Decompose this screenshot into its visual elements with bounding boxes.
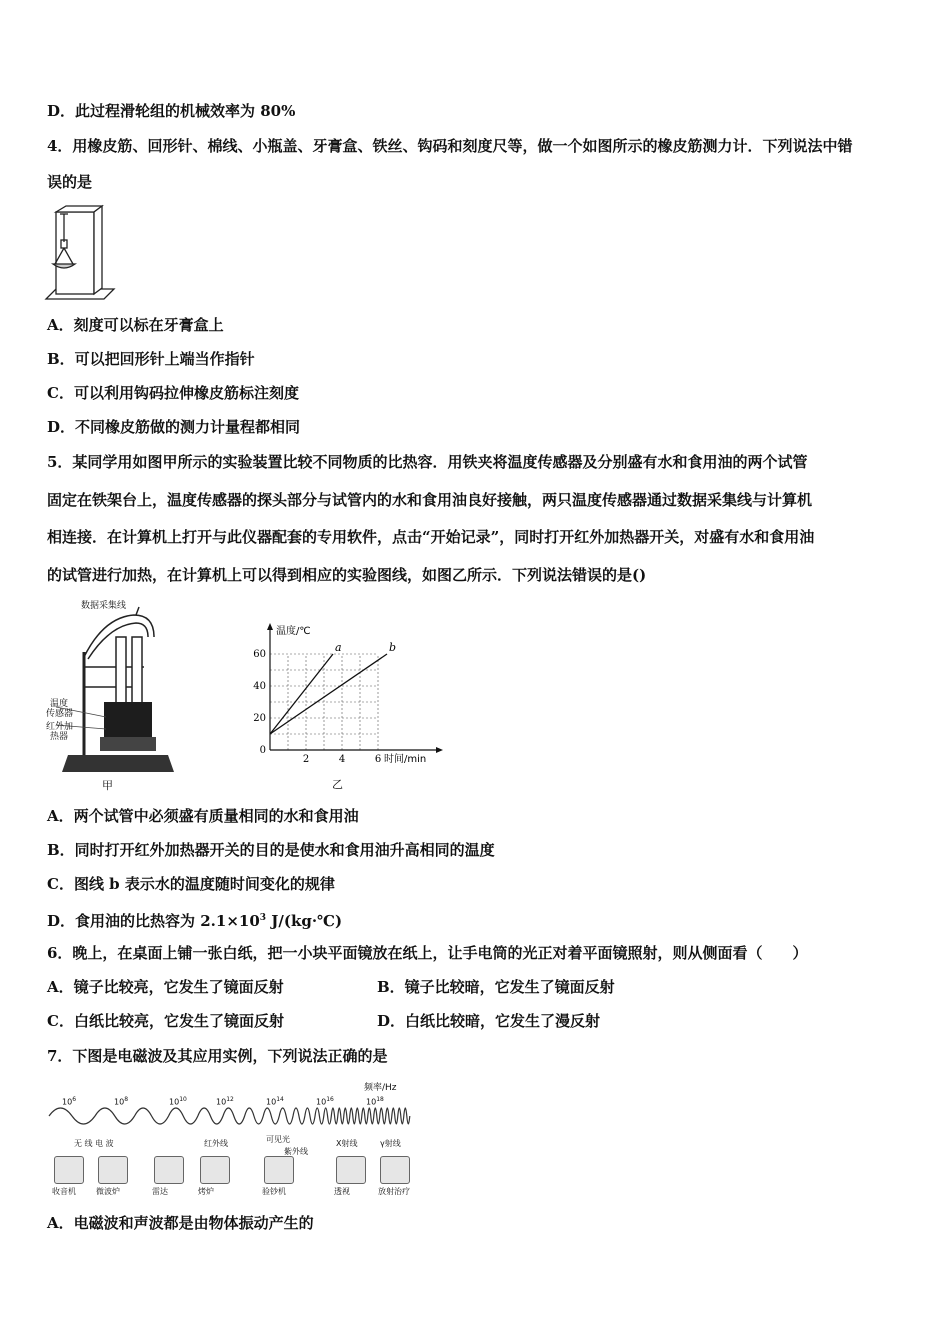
y-tick-label: 60 — [253, 649, 266, 660]
device-icon — [200, 1156, 230, 1184]
q6-option-c: C．白纸比较亮，它发生了镜面反射 — [47, 1012, 284, 1030]
series-line-b — [270, 654, 387, 734]
label-temp-sensor-2: 传感器 — [46, 709, 74, 719]
device-icon — [380, 1156, 410, 1184]
q4-stem-line1: 4．用橡皮筋、回形针、棉线、小瓶盖、牙膏盒、铁丝、钩码和刻度尺等，做一个如图所示的橡皮筋测力计．下列说法中错 — [47, 137, 853, 155]
q4-option-d: D．不同橡皮筋做的测力计量程都相同 — [47, 418, 301, 436]
freq-label: 频率/Hz — [364, 1083, 397, 1093]
band-label: 紫外线 — [284, 1147, 308, 1156]
q5-option-a: A．两个试管中必须盛有质量相同的水和食用油 — [47, 807, 359, 825]
x-tick-label: 4 — [338, 754, 346, 765]
y-tick-label: 0 — [259, 745, 266, 756]
device-icon — [54, 1156, 84, 1184]
device-label: 微波炉 — [96, 1187, 120, 1196]
em-wave — [49, 1108, 410, 1124]
freq-exponent: $10^{18}$ — [366, 1096, 384, 1107]
y-arrow — [267, 623, 273, 630]
device-label: 验钞机 — [262, 1187, 286, 1196]
band-label: 红外线 — [204, 1139, 228, 1148]
band-label: γ射线 — [380, 1139, 401, 1148]
series-label-a: a — [335, 641, 342, 654]
apparatus-figure — [44, 597, 204, 797]
freq-exponent: $10^{12}$ — [216, 1096, 234, 1107]
x-tick-label: 2 — [302, 754, 310, 765]
label-temp-sensor-1: 温度 — [50, 699, 69, 709]
device-label: 透视 — [334, 1187, 350, 1196]
label-heater-1: 红外加 — [46, 722, 74, 732]
freq-exponent: $10^{14}$ — [266, 1096, 284, 1107]
device-icon — [264, 1156, 294, 1184]
q5-option-b: B．同时打开红外加热器开关的目的是使水和食用油升高相同的温度 — [47, 841, 495, 859]
label-heater-2: 热器 — [50, 732, 69, 742]
q7-option-a: A．电磁波和声波都是由物体振动产生的 — [47, 1214, 314, 1232]
label-data-line: 数据采集线 — [81, 601, 127, 611]
device-label: 烤炉 — [198, 1187, 214, 1196]
x-axis-label: 时间/min — [384, 754, 427, 765]
device-icon — [154, 1156, 184, 1184]
q5-stem-line2: 固定在铁架台上，温度传感器的探头部分与试管内的水和食用油良好接触，两只温度传感器通过数据采集线与计算机 — [47, 491, 813, 509]
q4-option-c: C．可以利用钩码拉伸橡皮筋标注刻度 — [47, 384, 299, 402]
q4-option-a: A．刻度可以标在牙膏盒上 — [47, 316, 224, 334]
q6-option-b: B．镜子比较暗，它发生了镜面反射 — [377, 978, 615, 996]
device-label: 收音机 — [52, 1187, 76, 1196]
series-line-a — [270, 654, 333, 734]
label-yi: 乙 — [332, 778, 343, 791]
q5-option-d: D．食用油的比热容为 $2.1\times 10^3$ J/(kg·℃) — [47, 912, 343, 930]
x-arrow — [436, 747, 443, 753]
device-label: 雷达 — [152, 1187, 168, 1196]
q6-stem: 6．晚上，在桌面上铺一张白纸，把一小块平面镜放在纸上，让手电筒的光正对着平面镜照射，则从侧面看（ ） — [47, 944, 808, 962]
q5-stem-line1: 5．某同学用如图甲所示的实验装置比较不同物质的比热容．用铁夹将温度传感器及分别盛有水和食用油的两个试管 — [47, 453, 808, 471]
x-tick-label: 6 — [374, 754, 382, 765]
device-icon — [336, 1156, 366, 1184]
device-icon — [98, 1156, 128, 1184]
band-label: 可见光 — [266, 1135, 290, 1144]
y-axis-label: 温度/℃ — [276, 626, 311, 637]
temperature-time-chart — [248, 620, 448, 770]
em-spectrum-figure — [44, 1076, 424, 1201]
series-label-b: b — [389, 641, 397, 654]
q5-stem-line4: 的试管进行加热，在计算机上可以得到相应的实验图线，如图乙所示．下列说法错误的是() — [47, 566, 647, 584]
q6-option-d: D．白纸比较暗，它发生了漫反射 — [377, 1012, 601, 1030]
q5-stem-line3: 相连接．在计算机上打开与此仪器配套的专用软件，点击“开始记录”，同时打开红外加热器开关，对盛有水和食用油 — [47, 528, 815, 546]
device-label: 放射治疗 — [378, 1187, 410, 1196]
q3-option-d: D．此过程滑轮组的机械效率为 80% — [47, 102, 296, 120]
freq-exponent: $10^6$ — [62, 1096, 77, 1107]
freq-exponent: $10^8$ — [114, 1096, 129, 1107]
q4-option-b: B．可以把回形针上端当作指针 — [47, 350, 255, 368]
freq-exponent: $10^{16}$ — [316, 1096, 334, 1107]
q5-option-c: C．图线 b 表示水的温度随时间变化的规律 — [47, 875, 335, 893]
freq-exponent: $10^{10}$ — [169, 1096, 187, 1107]
q6-option-a: A．镜子比较亮，它发生了镜面反射 — [47, 978, 284, 996]
rubber-band-dynamometer-figure — [44, 204, 116, 304]
band-label: X射线 — [336, 1139, 358, 1148]
y-tick-label: 40 — [253, 681, 266, 692]
q7-stem: 7．下图是电磁波及其应用实例，下列说法正确的是 — [47, 1047, 388, 1065]
label-jia: 甲 — [102, 779, 113, 792]
y-tick-label: 20 — [253, 713, 266, 724]
q4-stem-line2: 误的是 — [47, 173, 93, 191]
band-label: 无 线 电 波 — [74, 1139, 114, 1148]
